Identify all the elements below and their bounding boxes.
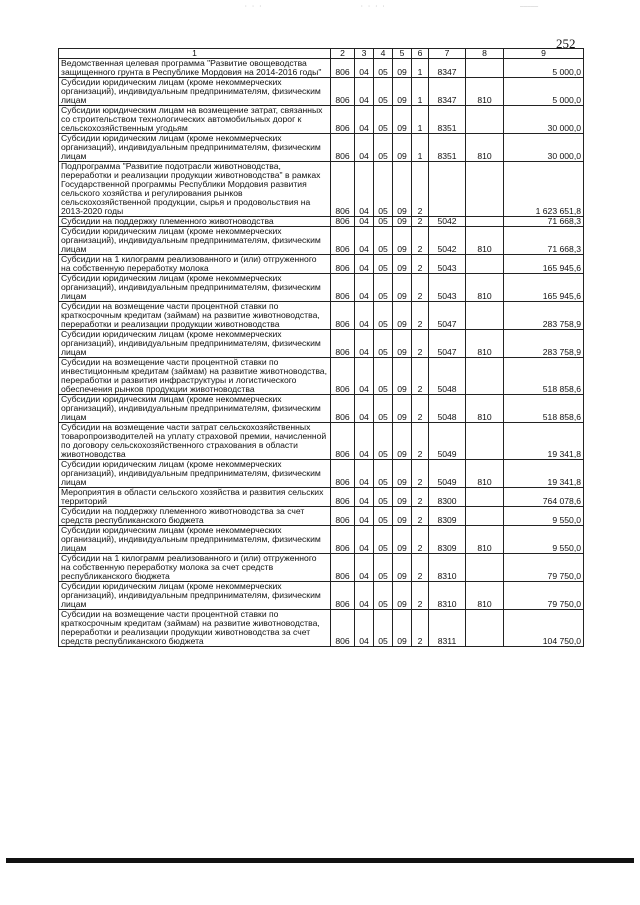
subprogram-code: 2 [412, 488, 429, 507]
program-code: 09 [393, 460, 412, 488]
row-name: Субсидии на 1 килограмм реализованного и (или) отгруженного на собственную переработку молока [59, 255, 331, 274]
section-code: 04 [355, 554, 374, 582]
subprogram-code: 2 [412, 460, 429, 488]
subprogram-code: 1 [412, 59, 429, 78]
row-name: Субсидии на поддержку племенного животноводства [59, 217, 331, 227]
admin-code: 806 [331, 554, 355, 582]
subprogram-code: 2 [412, 582, 429, 610]
program-code: 09 [393, 526, 412, 554]
subprogram-code: 1 [412, 106, 429, 134]
row-name: Субсидии юридическим лицам (кроме некоммерческих организаций), индивидуальным предпринимателям, физическим лицам [59, 227, 331, 255]
amount: 1 623 651,8 [504, 162, 584, 217]
program-code: 09 [393, 610, 412, 647]
subsection-code: 05 [374, 395, 393, 423]
row-name: Субсидии юридическим лицам (кроме некоммерческих организаций), индивидуальным предпринимателям, физическим лицам [59, 582, 331, 610]
target-article-code: 8347 [429, 59, 466, 78]
column-header: 1 [59, 49, 331, 59]
table-row [59, 330, 584, 358]
section-code: 04 [355, 59, 374, 78]
admin-code: 806 [331, 423, 355, 460]
table-row [59, 507, 584, 526]
expense-type-code [466, 59, 504, 78]
program-code: 09 [393, 162, 412, 217]
table-row [59, 59, 584, 78]
subsection-code: 05 [374, 302, 393, 330]
program-code: 09 [393, 134, 412, 162]
subsection-code: 05 [374, 134, 393, 162]
section-code: 04 [355, 488, 374, 507]
target-article-code: 8309 [429, 507, 466, 526]
subprogram-code: 2 [412, 507, 429, 526]
expense-type-code: 810 [466, 78, 504, 106]
column-header: 7 [429, 49, 466, 59]
amount: 5 000,0 [504, 78, 584, 106]
program-code: 09 [393, 302, 412, 330]
program-code: 09 [393, 59, 412, 78]
column-header: 3 [355, 49, 374, 59]
expense-type-code: 810 [466, 526, 504, 554]
table-row [59, 302, 584, 330]
table-row [59, 460, 584, 488]
section-code: 04 [355, 106, 374, 134]
subsection-code: 05 [374, 526, 393, 554]
row-name: Субсидии юридическим лицам (кроме некоммерческих организаций), индивидуальным предпринимателям, физическим лицам [59, 395, 331, 423]
target-article-code: 5049 [429, 460, 466, 488]
section-code: 04 [355, 217, 374, 227]
table-row [59, 488, 584, 507]
admin-code: 806 [331, 582, 355, 610]
target-article-code: 5048 [429, 358, 466, 395]
program-code: 09 [393, 227, 412, 255]
row-name: Субсидии на 1 килограмм реализованного и (или) отгруженного на собственную переработку молока за счет средств республиканского бюджета [59, 554, 331, 582]
target-article-code: 5047 [429, 330, 466, 358]
target-article-code: 5048 [429, 395, 466, 423]
row-name: Субсидии юридическим лицам (кроме некоммерческих организаций), индивидуальным предпринимателям, физическим лицам [59, 274, 331, 302]
subsection-code: 05 [374, 227, 393, 255]
expense-type-code [466, 554, 504, 582]
target-article-code: 5042 [429, 227, 466, 255]
section-code: 04 [355, 302, 374, 330]
expense-type-code [466, 217, 504, 227]
admin-code: 806 [331, 330, 355, 358]
subprogram-code: 1 [412, 78, 429, 106]
expense-type-code [466, 610, 504, 647]
table-row [59, 134, 584, 162]
admin-code: 806 [331, 59, 355, 78]
table-row [59, 162, 584, 217]
row-name: Субсидии юридическим лицам (кроме некоммерческих организаций), индивидуальным предпринимателям, физическим лицам [59, 330, 331, 358]
subsection-code: 05 [374, 554, 393, 582]
row-name: Субсидии на возмещение части процентной ставки по инвестиционным кредитам (займам) на развитие животноводства, переработки и развития инфраструктуры и логистического обеспечения рынков продукции животноводства [59, 358, 331, 395]
row-name: Субсидии юридическим лицам на возмещение затрат, связанных со строительством технологических автомобильных дорог к сельскохозяйственным угодьям [59, 106, 331, 134]
program-code: 09 [393, 255, 412, 274]
table-row [59, 227, 584, 255]
table-row [59, 423, 584, 460]
amount: 165 945,6 [504, 274, 584, 302]
admin-code: 806 [331, 134, 355, 162]
subprogram-code: 2 [412, 274, 429, 302]
admin-code: 806 [331, 507, 355, 526]
amount: 19 341,8 [504, 423, 584, 460]
subprogram-code: 2 [412, 526, 429, 554]
column-header: 5 [393, 49, 412, 59]
amount: 165 945,6 [504, 255, 584, 274]
admin-code: 806 [331, 610, 355, 647]
program-code: 09 [393, 330, 412, 358]
table-row [59, 217, 584, 227]
target-article-code: 5043 [429, 274, 466, 302]
expense-type-code [466, 423, 504, 460]
amount: 71 668,3 [504, 227, 584, 255]
section-code: 04 [355, 358, 374, 395]
section-code: 04 [355, 395, 374, 423]
target-article-code: 5043 [429, 255, 466, 274]
admin-code: 806 [331, 488, 355, 507]
admin-code: 806 [331, 162, 355, 217]
expense-type-code: 810 [466, 134, 504, 162]
target-article-code [429, 162, 466, 217]
target-article-code: 5049 [429, 423, 466, 460]
target-article-code: 8311 [429, 610, 466, 647]
subsection-code: 05 [374, 488, 393, 507]
amount: 518 858,6 [504, 358, 584, 395]
subprogram-code: 2 [412, 610, 429, 647]
amount: 9 550,0 [504, 507, 584, 526]
subprogram-code: 2 [412, 255, 429, 274]
amount: 5 000,0 [504, 59, 584, 78]
section-code: 04 [355, 526, 374, 554]
program-code: 09 [393, 78, 412, 106]
table-row [59, 78, 584, 106]
target-article-code: 8310 [429, 554, 466, 582]
amount: 79 750,0 [504, 554, 584, 582]
subsection-code: 05 [374, 507, 393, 526]
section-code: 04 [355, 507, 374, 526]
section-code: 04 [355, 423, 374, 460]
program-code: 09 [393, 358, 412, 395]
amount: 30 000,0 [504, 134, 584, 162]
budget-table [58, 48, 584, 647]
subprogram-code: 2 [412, 330, 429, 358]
subsection-code: 05 [374, 582, 393, 610]
row-name: Мероприятия в области сельского хозяйства и развития сельских территорий [59, 488, 331, 507]
admin-code: 806 [331, 302, 355, 330]
admin-code: 806 [331, 217, 355, 227]
table-row [59, 395, 584, 423]
section-code: 04 [355, 460, 374, 488]
subsection-code: 05 [374, 460, 393, 488]
subprogram-code: 2 [412, 554, 429, 582]
amount: 19 341,8 [504, 460, 584, 488]
budget-table-body [59, 59, 584, 647]
section-code: 04 [355, 610, 374, 647]
column-header: 4 [374, 49, 393, 59]
column-header: 9 [504, 49, 584, 59]
amount: 9 550,0 [504, 526, 584, 554]
section-code: 04 [355, 582, 374, 610]
admin-code: 806 [331, 526, 355, 554]
admin-code: 806 [331, 274, 355, 302]
table-row [59, 610, 584, 647]
program-code: 09 [393, 423, 412, 460]
expense-type-code [466, 255, 504, 274]
program-code: 09 [393, 217, 412, 227]
row-name: Субсидии на поддержку племенного животноводства за счет средств республиканского бюджета [59, 507, 331, 526]
column-number-row [59, 49, 584, 59]
amount: 79 750,0 [504, 582, 584, 610]
subsection-code: 05 [374, 78, 393, 106]
amount: 283 758,9 [504, 330, 584, 358]
target-article-code: 8351 [429, 106, 466, 134]
section-code: 04 [355, 134, 374, 162]
expense-type-code: 810 [466, 227, 504, 255]
target-article-code: 8347 [429, 78, 466, 106]
amount: 71 668,3 [504, 217, 584, 227]
admin-code: 806 [331, 255, 355, 274]
target-article-code: 5047 [429, 302, 466, 330]
expense-type-code: 810 [466, 274, 504, 302]
expense-type-code [466, 507, 504, 526]
page-number: 252 [556, 36, 576, 51]
program-code: 09 [393, 554, 412, 582]
row-name: Субсидии на возмещение части затрат сельскохозяйственных товаропроизводителей на уплату страховой премии, начисленной по договору сельскохозяйственного страхования в области животноводства [59, 423, 331, 460]
expense-type-code: 810 [466, 330, 504, 358]
subsection-code: 05 [374, 423, 393, 460]
subsection-code: 05 [374, 330, 393, 358]
expense-type-code: 810 [466, 395, 504, 423]
subsection-code: 05 [374, 274, 393, 302]
column-header: 6 [412, 49, 429, 59]
subprogram-code: 2 [412, 217, 429, 227]
target-article-code: 8351 [429, 134, 466, 162]
table-row [59, 274, 584, 302]
section-code: 04 [355, 330, 374, 358]
subsection-code: 05 [374, 162, 393, 217]
subprogram-code: 2 [412, 395, 429, 423]
program-code: 09 [393, 582, 412, 610]
subsection-code: 05 [374, 358, 393, 395]
expense-type-code: 810 [466, 582, 504, 610]
subsection-code: 05 [374, 610, 393, 647]
row-name: Субсидии на возмещение части процентной ставки по краткосрочным кредитам (займам) на развитие животноводства, переработки и реализации продукции животноводства [59, 302, 331, 330]
subprogram-code: 2 [412, 302, 429, 330]
table-row [59, 106, 584, 134]
column-header: 2 [331, 49, 355, 59]
program-code: 09 [393, 395, 412, 423]
amount: 30 000,0 [504, 106, 584, 134]
subprogram-code: 1 [412, 134, 429, 162]
admin-code: 806 [331, 395, 355, 423]
table-row [59, 526, 584, 554]
section-code: 04 [355, 162, 374, 217]
amount: 764 078,6 [504, 488, 584, 507]
target-article-code: 8300 [429, 488, 466, 507]
subsection-code: 05 [374, 255, 393, 274]
scan-artifacts: · · · · · · · ————— [244, 3, 539, 10]
expense-type-code: 810 [466, 460, 504, 488]
scan-bottom-edge [6, 858, 634, 863]
program-code: 09 [393, 106, 412, 134]
target-article-code: 8309 [429, 526, 466, 554]
subsection-code: 05 [374, 217, 393, 227]
program-code: 09 [393, 274, 412, 302]
target-article-code: 8310 [429, 582, 466, 610]
admin-code: 806 [331, 460, 355, 488]
row-name: Подпрограмма "Развитие подотрасли животноводства, переработки и реализации продукции животноводства" в рамках Государственной программы Республики Мордовия развития сельского хозяйства и регулирования рынков сельскохозяйственной продукции, сырья и продовольствия на 2013-2020 годы [59, 162, 331, 217]
admin-code: 806 [331, 227, 355, 255]
program-code: 09 [393, 488, 412, 507]
expense-type-code [466, 358, 504, 395]
table-row [59, 554, 584, 582]
amount: 283 758,9 [504, 302, 584, 330]
row-name: Субсидии юридическим лицам (кроме некоммерческих организаций), индивидуальным предпринимателям, физическим лицам [59, 78, 331, 106]
admin-code: 806 [331, 358, 355, 395]
amount: 518 858,6 [504, 395, 584, 423]
section-code: 04 [355, 274, 374, 302]
target-article-code: 5042 [429, 217, 466, 227]
table-row [59, 582, 584, 610]
section-code: 04 [355, 78, 374, 106]
table-row [59, 255, 584, 274]
admin-code: 806 [331, 78, 355, 106]
subprogram-code: 2 [412, 162, 429, 217]
section-code: 04 [355, 255, 374, 274]
subprogram-code: 2 [412, 423, 429, 460]
column-header: 8 [466, 49, 504, 59]
admin-code: 806 [331, 106, 355, 134]
row-name: Субсидии юридическим лицам (кроме некоммерческих организаций), индивидуальным предпринимателям, физическим лицам [59, 460, 331, 488]
subprogram-code: 2 [412, 227, 429, 255]
expense-type-code [466, 488, 504, 507]
row-name: Субсидии юридическим лицам (кроме некоммерческих организаций), индивидуальным предпринимателям, физическим лицам [59, 526, 331, 554]
subsection-code: 05 [374, 59, 393, 78]
section-code: 04 [355, 227, 374, 255]
row-name: Субсидии юридическим лицам (кроме некоммерческих организаций), индивидуальным предпринимателям, физическим лицам [59, 134, 331, 162]
subsection-code: 05 [374, 106, 393, 134]
expense-type-code [466, 162, 504, 217]
expense-type-code [466, 106, 504, 134]
amount: 104 750,0 [504, 610, 584, 647]
table-row [59, 358, 584, 395]
row-name: Ведомственная целевая программа "Развитие овощеводства защищенного грунта в Республике Мордовия на 2014-2016 годы" [59, 59, 331, 78]
expense-type-code [466, 302, 504, 330]
row-name: Субсидии на возмещение части процентной ставки по краткосрочным кредитам (займам) на развитие животноводства, переработки и реализации продукции животноводства за счет средств республиканского бюджета [59, 610, 331, 647]
program-code: 09 [393, 507, 412, 526]
subprogram-code: 2 [412, 358, 429, 395]
